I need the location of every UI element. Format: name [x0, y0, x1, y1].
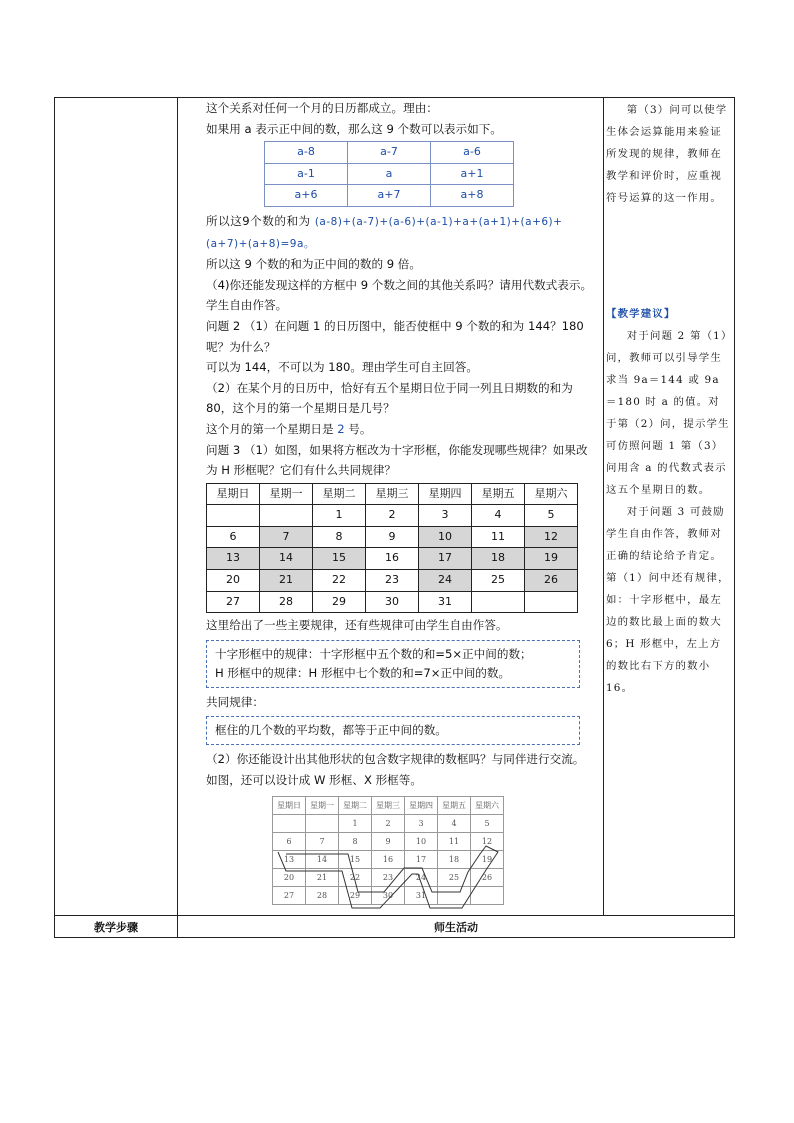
- side-suggestions: [606, 303, 730, 699]
- w-calendar-header-cell: 星期三: [372, 797, 405, 815]
- side-note-1: 第（3）问可以使学生体会运算能用来验证所发现的规律，教师在教学和评价时，应重视符号运算的这一作用。: [606, 104, 728, 204]
- w-calendar-cell: 2: [372, 815, 405, 833]
- calendar-cell: 1: [313, 505, 366, 527]
- cell-a: a: [348, 163, 431, 185]
- para-nine-times: 所以这 9 个数的和为正中间的数的 9 倍。: [206, 257, 421, 272]
- w-calendar-header-cell: 星期日: [273, 797, 306, 815]
- para-answer-144: 可以为 144，不可以为 180。理由学生可自主回答。: [206, 360, 478, 375]
- para-design-question: （2）你还能设计出其他形状的包含数字规律的数框吗？与同伴进行交流。: [206, 752, 585, 767]
- calendar-cell: [472, 591, 525, 613]
- first-sunday-suffix: 号。: [344, 421, 372, 436]
- w-calendar-cell: 22: [339, 869, 372, 887]
- para-problem2: 问题 2 （1）在问题 1 的日历图中，能否使框中 9 个数的和为 144？180 呢？为什么？: [206, 318, 584, 354]
- w-calendar-cell: 10: [405, 833, 438, 851]
- w-calendar-cell: 28: [306, 887, 339, 905]
- w-calendar-cell: 11: [438, 833, 471, 851]
- side-note-2: 对于问题 2 第（1）问，教师可以引导学生求当 9a＝144 或 9a＝180 时 a 的值。对于第（2）问，提示学生可仿照问题 1 第（3）问用含 a 的代数式表示这五个星期日的数。: [606, 330, 730, 496]
- calendar-cell: 28: [260, 591, 313, 613]
- sum-text: 所以这9个数的和为: [206, 213, 311, 228]
- column-divider-right: [603, 98, 604, 916]
- common-rule-box: [206, 716, 580, 745]
- side-notes: [606, 99, 730, 209]
- w-calendar-cell: 7: [306, 833, 339, 851]
- w-calendar-cell: 23: [372, 869, 405, 887]
- first-sunday-prefix: 这个月的第一个星期日是: [206, 421, 338, 436]
- w-calendar-cell: 14: [306, 851, 339, 869]
- w-frame-calendar-figure: [272, 796, 507, 911]
- w-calendar-cell: 31: [405, 887, 438, 905]
- calendar-cell: 23: [366, 570, 419, 592]
- w-calendar-header-cell: 星期四: [405, 797, 438, 815]
- calendar-header-cell: 星期日: [207, 483, 260, 505]
- calendar-cell: 8: [313, 526, 366, 548]
- w-calendar-header-cell: 星期五: [438, 797, 471, 815]
- calendar-cell: 9: [366, 526, 419, 548]
- w-calendar-cell: 17: [405, 851, 438, 869]
- calendar-cell-shaded: 10: [419, 526, 472, 548]
- calendar-cell-shaded: 13: [207, 548, 260, 570]
- w-calendar-cell: 27: [273, 887, 306, 905]
- calendar-cell: 25: [472, 570, 525, 592]
- w-calendar-cell: 19: [471, 851, 504, 869]
- calendar-cell: [260, 505, 313, 527]
- w-calendar-cell: 9: [372, 833, 405, 851]
- para-w-x-frame: 如图，还可以设计成 W 形框、X 形框等。: [206, 773, 422, 788]
- w-calendar-header-cell: 星期一: [306, 797, 339, 815]
- calendar-cell: 11: [472, 526, 525, 548]
- column-divider-left: [177, 98, 178, 937]
- w-calendar-cell: 29: [339, 887, 372, 905]
- calendar-cell: 6: [207, 526, 260, 548]
- cross-rule: 十字形框中的规律：十字形框中五个数的和=5×正中间的数；: [215, 646, 532, 661]
- calendar-cell-shaded: 15: [313, 548, 366, 570]
- side-note-3: 对于问题 3 可鼓励学生自由作答，教师对正确的结论给予肯定。第（1）问中还有规律，如：十字形框中，最左边的数比最上面的数大 6；H 形框中，左上方的数比右下方的数小 16。: [606, 506, 730, 694]
- w-calendar-cell: 21: [306, 869, 339, 887]
- para-problem2-part2: （2）在某个月的日历中，恰好有五个星期日位于同一列且日期数的和为 80，这个月的第一个星期日是几号？: [206, 380, 573, 416]
- w-calendar-cell: 25: [438, 869, 471, 887]
- calendar-cell: 22: [313, 570, 366, 592]
- para-question4: （4)你还能发现这样的方框中 9 个数之间的其他关系吗？请用代数式表示。: [206, 277, 593, 292]
- calendar-cell: 2: [366, 505, 419, 527]
- w-calendar-cell: 20: [273, 869, 306, 887]
- w-calendar-header-cell: 星期二: [339, 797, 372, 815]
- w-calendar-cell: 13: [273, 851, 306, 869]
- para-representation: 如果用 a 表示正中间的数，那么这 9 个数可以表示如下。: [206, 121, 502, 136]
- nine-cell-table: [264, 141, 514, 207]
- w-calendar-cell: 3: [405, 815, 438, 833]
- para-relation: 这个关系对任何一个月的日历都成立。理由：: [206, 101, 438, 115]
- w-calendar-cell: 4: [438, 815, 471, 833]
- calendar-cell: 16: [366, 548, 419, 570]
- calendar-cell: 4: [472, 505, 525, 527]
- main-content: [206, 98, 598, 791]
- calendar-header-cell: 星期六: [525, 483, 578, 505]
- calendar-cell: [525, 591, 578, 613]
- w-calendar-cell: 26: [471, 869, 504, 887]
- first-sunday-value: 2: [337, 421, 345, 436]
- w-calendar-cell: 24: [405, 869, 438, 887]
- w-frame-shape: [278, 846, 498, 908]
- calendar-cell-shaded: 14: [260, 548, 313, 570]
- footer-activity-label: 师生活动: [434, 921, 478, 934]
- calendar-header-cell: 星期五: [472, 483, 525, 505]
- w-calendar-cell: 6: [273, 833, 306, 851]
- para-free-answer: 学生自由作答。: [206, 298, 288, 313]
- calendar-cell-shaded: 7: [260, 526, 313, 548]
- teaching-suggestion-heading: 【教学建议】: [606, 308, 676, 320]
- h-rule: H 形框中的规律：H 形框中七个数的和=7×正中间的数。: [215, 665, 511, 680]
- para-problem3: 问题 3 （1）如图，如果将方框改为十字形框，你能发现哪些规律？如果改为 H 形框呢？它们有什么共同规律？: [206, 442, 588, 478]
- calendar-cell-shaded: 19: [525, 548, 578, 570]
- calendar-table: [206, 483, 578, 614]
- w-calendar-cell: 30: [372, 887, 405, 905]
- para-first-sunday: [206, 419, 598, 440]
- common-rule-text: 框住的几个数的平均数，都等于正中间的数。: [215, 723, 447, 738]
- rules-box: [206, 640, 580, 688]
- calendar-cell: 20: [207, 570, 260, 592]
- cell-a-minus-7: a-7: [348, 142, 431, 164]
- calendar-cell-shaded: 21: [260, 570, 313, 592]
- calendar-cell-shaded: 18: [472, 548, 525, 570]
- sum-expression: (a-8)+(a-7)+(a-6)+(a-1)+a+(a+1)+(a+6)+(a+7)+(a+8)=9a。: [206, 215, 563, 250]
- calendar-cell: 30: [366, 591, 419, 613]
- cell-a-plus-7: a+7: [348, 185, 431, 207]
- calendar-cell-shaded: 12: [525, 526, 578, 548]
- calendar-cell-shaded: 17: [419, 548, 472, 570]
- w-calendar-cell: 15: [339, 851, 372, 869]
- cell-a-plus-1: a+1: [431, 163, 514, 185]
- calendar-header-cell: 星期一: [260, 483, 313, 505]
- w-calendar-header-cell: 星期六: [471, 797, 504, 815]
- calendar-cell: 5: [525, 505, 578, 527]
- cell-a-minus-8: a-8: [265, 142, 348, 164]
- calendar-cell: 31: [419, 591, 472, 613]
- calendar-cell: 3: [419, 505, 472, 527]
- cell-a-plus-8: a+8: [431, 185, 514, 207]
- cell-a-minus-6: a-6: [431, 142, 514, 164]
- cell-a-plus-6: a+6: [265, 185, 348, 207]
- footer-steps-label: 教学步骤: [94, 921, 138, 934]
- calendar-cell: 29: [313, 591, 366, 613]
- para-main-rules: 这里给出了一些主要规律，还有些规律可由学生自由作答。: [206, 618, 508, 633]
- w-calendar-cell: 1: [339, 815, 372, 833]
- w-calendar-cell: 5: [471, 815, 504, 833]
- calendar-header-cell: 星期四: [419, 483, 472, 505]
- footer-divider: [55, 915, 734, 916]
- calendar-cell: 27: [207, 591, 260, 613]
- common-rule-label: 共同规律：: [206, 694, 264, 709]
- para-sum: [206, 211, 598, 254]
- w-calendar-cell: 18: [438, 851, 471, 869]
- w-frame-outline: [272, 796, 507, 911]
- w-calendar-cell: 12: [471, 833, 504, 851]
- calendar-header-cell: 星期三: [366, 483, 419, 505]
- calendar-cell: [207, 505, 260, 527]
- calendar-header-cell: 星期二: [313, 483, 366, 505]
- w-calendar-cell: 16: [372, 851, 405, 869]
- cell-a-minus-1: a-1: [265, 163, 348, 185]
- w-calendar-cell: 8: [339, 833, 372, 851]
- calendar-cell-shaded: 26: [525, 570, 578, 592]
- calendar-cell-shaded: 24: [419, 570, 472, 592]
